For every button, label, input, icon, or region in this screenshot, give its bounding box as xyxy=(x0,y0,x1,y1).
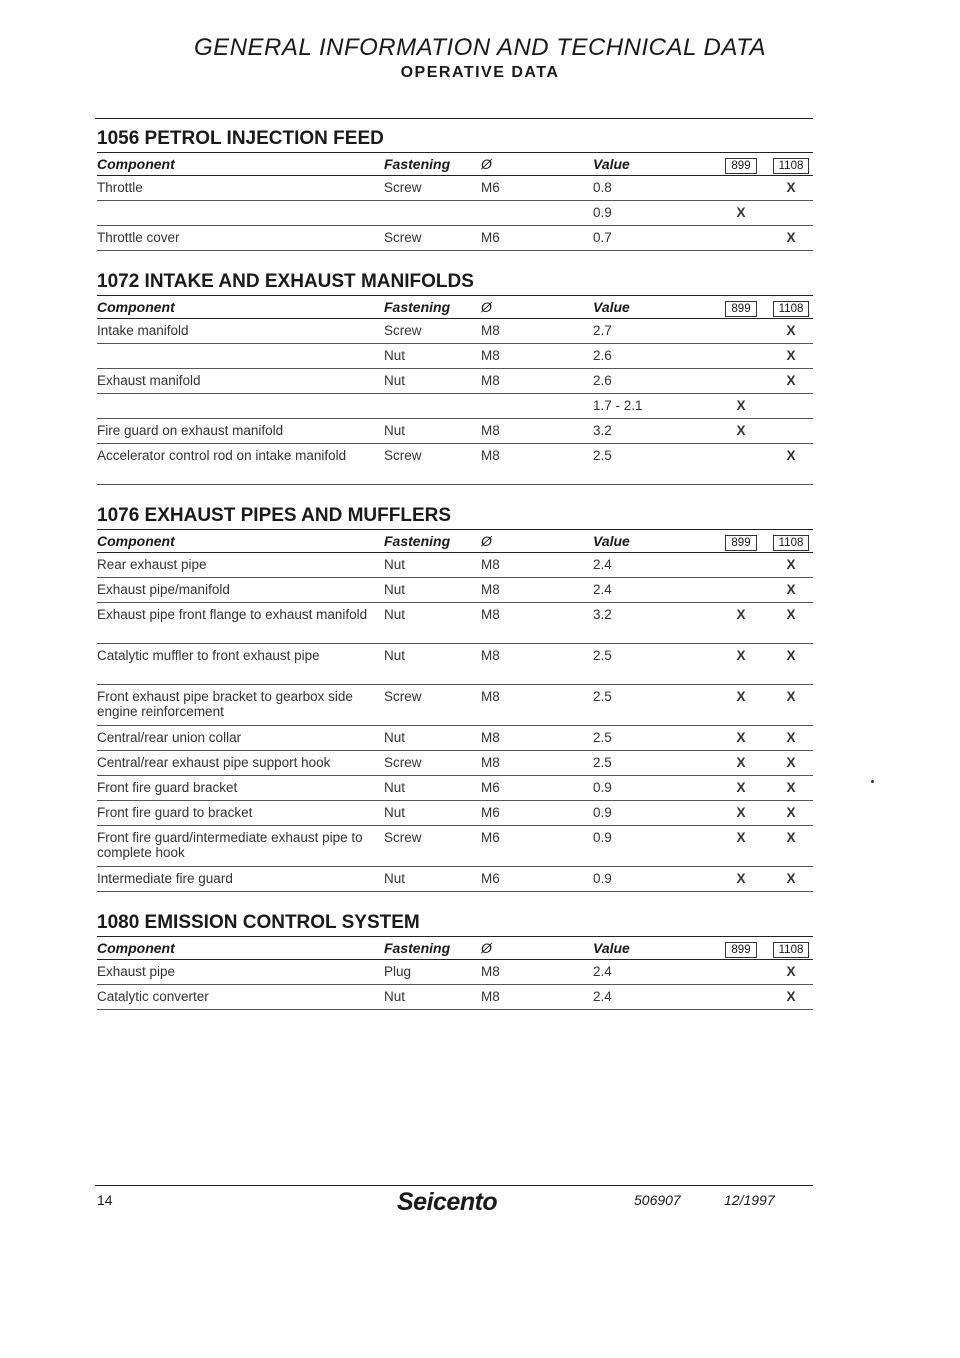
cell-model-899 xyxy=(713,226,769,230)
cell-diameter: M8 xyxy=(481,448,500,463)
table-row xyxy=(97,578,813,603)
cell-model-899 xyxy=(713,344,769,348)
cell-fastening: Screw xyxy=(384,230,422,245)
cell-value: 2.7 xyxy=(593,323,612,338)
cell-component: Front exhaust pipe bracket to gearbox side engine reinforcement xyxy=(97,689,353,719)
document-title: GENERAL INFORMATION AND TECHNICAL DATA xyxy=(194,34,766,61)
cell-model-899 xyxy=(713,578,769,582)
cell-component: Front fire guard/intermediate exhaust pipe to complete hook xyxy=(97,830,363,860)
col-header-diameter: Ø xyxy=(481,533,492,549)
cell-model-1108: X xyxy=(786,557,796,572)
col-header-899 xyxy=(713,530,769,552)
table-row xyxy=(97,176,813,201)
cell-model-899: X xyxy=(736,755,746,770)
table-row xyxy=(97,553,813,578)
table-row xyxy=(97,801,813,826)
cell-fastening: Screw xyxy=(384,448,422,463)
col-header-fastening: Fastening xyxy=(384,533,451,549)
cell-model-1108: X xyxy=(786,780,796,795)
cell-diameter: M8 xyxy=(481,648,500,663)
model-badge-899: 899 xyxy=(725,301,756,317)
cell-model-1108: X xyxy=(786,607,796,622)
cell-value: 2.5 xyxy=(593,689,612,704)
cell-component: Accelerator control rod on intake manifold xyxy=(97,448,347,463)
col-header-component: Component xyxy=(97,156,175,172)
section-title: 1056 PETROL INJECTION FEED xyxy=(97,128,384,149)
cell-fastening: Nut xyxy=(384,582,406,597)
table-row xyxy=(97,960,813,985)
col-header-component: Component xyxy=(97,299,175,315)
cell-component: Front fire guard bracket xyxy=(97,780,238,795)
cell-fastening: Screw xyxy=(384,180,422,195)
cell-model-899: X xyxy=(736,780,746,795)
col-header-1108 xyxy=(769,153,813,175)
cell-value: 0.9 xyxy=(593,780,612,795)
cell-component: Exhaust pipe front flange to exhaust manifold xyxy=(97,607,368,622)
cell-fastening: Nut xyxy=(384,805,406,820)
table-row xyxy=(97,985,813,1010)
document-subtitle: OPERATIVE DATA xyxy=(400,64,560,81)
cell-model-899: X xyxy=(736,607,746,622)
col-header-899 xyxy=(713,296,769,318)
cell-diameter: M8 xyxy=(481,689,500,704)
col-header-fastening: Fastening xyxy=(384,299,451,315)
cell-fastening: Nut xyxy=(384,648,406,663)
section-title: 1072 INTAKE AND EXHAUST MANIFOLDS xyxy=(97,271,474,292)
cell-model-1108: X xyxy=(786,805,796,820)
table-row xyxy=(97,826,813,867)
cell-model-899 xyxy=(713,319,769,323)
cell-value: 0.9 xyxy=(593,805,612,820)
cell-diameter: M8 xyxy=(481,964,500,979)
cell-component: Central/rear exhaust pipe support hook xyxy=(97,755,331,770)
col-header-fastening: Fastening xyxy=(384,156,451,172)
section-title: 1080 EMISSION CONTROL SYSTEM xyxy=(97,912,420,933)
cell-diameter: M8 xyxy=(481,730,500,745)
header-rule xyxy=(95,118,813,119)
table-row xyxy=(97,201,813,226)
cell-value: 2.5 xyxy=(593,730,612,745)
cell-value: 2.5 xyxy=(593,755,612,770)
cell-component: Catalytic muffler to front exhaust pipe xyxy=(97,648,320,663)
page-number: 14 xyxy=(97,1192,113,1208)
cell-model-1108: X xyxy=(786,373,796,388)
page-footer xyxy=(97,1188,813,1222)
brand-logo: Seicento xyxy=(397,1188,498,1216)
cell-fastening: Screw xyxy=(384,830,422,845)
cell-model-1108 xyxy=(769,201,813,205)
cell-value: 2.6 xyxy=(593,348,612,363)
cell-model-899: X xyxy=(736,730,746,745)
col-header-value: Value xyxy=(593,533,630,549)
cell-component: Throttle xyxy=(97,180,143,195)
cell-fastening: Screw xyxy=(384,755,422,770)
cell-component: Fire guard on exhaust manifold xyxy=(97,423,284,438)
table-row xyxy=(97,726,813,751)
cell-value: 2.4 xyxy=(593,964,612,979)
cell-model-899 xyxy=(713,176,769,180)
document-number: 506907 xyxy=(634,1192,681,1208)
table-row xyxy=(97,444,813,485)
model-badge-1108: 1108 xyxy=(773,942,810,958)
table-row xyxy=(97,644,813,685)
cell-fastening: Nut xyxy=(384,348,406,363)
cell-model-899 xyxy=(713,960,769,964)
table-header-row xyxy=(97,936,813,960)
cell-fastening xyxy=(384,201,481,205)
section-2 xyxy=(97,263,813,485)
footer-rule xyxy=(95,1185,813,1186)
col-header-1108 xyxy=(769,296,813,318)
model-badge-1108: 1108 xyxy=(773,535,810,551)
operative-data-content xyxy=(97,120,813,1010)
col-header-diameter: Ø xyxy=(481,299,492,315)
table-row xyxy=(97,751,813,776)
cell-value: 2.5 xyxy=(593,448,612,463)
table-row xyxy=(97,226,813,251)
cell-model-899: X xyxy=(736,398,746,413)
cell-fastening: Nut xyxy=(384,871,406,886)
cell-diameter xyxy=(481,201,593,205)
table-row xyxy=(97,603,813,644)
cell-diameter: M6 xyxy=(481,180,500,195)
cell-model-899: X xyxy=(736,205,746,220)
cell-fastening: Screw xyxy=(384,323,422,338)
cell-diameter: M8 xyxy=(481,323,500,338)
cell-component: Central/rear union collar xyxy=(97,730,242,745)
cell-diameter: M8 xyxy=(481,348,500,363)
col-header-component: Component xyxy=(97,533,175,549)
table-row xyxy=(97,369,813,394)
cell-fastening: Nut xyxy=(384,373,406,388)
table-row xyxy=(97,419,813,444)
cell-fastening: Nut xyxy=(384,557,406,572)
col-header-899 xyxy=(713,153,769,175)
cell-component: Throttle cover xyxy=(97,230,180,245)
cell-model-899: X xyxy=(736,689,746,704)
cell-fastening: Screw xyxy=(384,689,422,704)
cell-value: 0.8 xyxy=(593,180,612,195)
cell-model-899: X xyxy=(736,648,746,663)
cell-component: Intake manifold xyxy=(97,323,189,338)
table-row xyxy=(97,685,813,726)
cell-model-1108: X xyxy=(786,348,796,363)
cell-model-1108 xyxy=(769,419,813,423)
cell-diameter: M8 xyxy=(481,423,500,438)
cell-diameter: M8 xyxy=(481,557,500,572)
cell-component: Rear exhaust pipe xyxy=(97,557,207,572)
cell-model-1108: X xyxy=(786,964,796,979)
cell-fastening xyxy=(384,394,481,398)
section-3 xyxy=(97,497,813,892)
cell-fastening: Nut xyxy=(384,780,406,795)
cell-fastening: Nut xyxy=(384,423,406,438)
cell-component xyxy=(97,344,384,348)
cell-value: 1.7 - 2.1 xyxy=(593,398,643,413)
section-4 xyxy=(97,904,813,1010)
table-row xyxy=(97,776,813,801)
cell-diameter: M6 xyxy=(481,830,500,845)
cell-component: Exhaust pipe xyxy=(97,964,176,979)
cell-diameter: M6 xyxy=(481,871,500,886)
cell-diameter: M8 xyxy=(481,607,500,622)
model-badge-899: 899 xyxy=(725,158,756,174)
col-header-diameter: Ø xyxy=(481,940,492,956)
cell-model-1108: X xyxy=(786,582,796,597)
cell-model-1108: X xyxy=(786,755,796,770)
cell-diameter: M8 xyxy=(481,373,500,388)
cell-model-1108: X xyxy=(786,323,796,338)
cell-model-899 xyxy=(713,553,769,557)
cell-model-1108: X xyxy=(786,730,796,745)
cell-model-1108: X xyxy=(786,989,796,1004)
cell-diameter xyxy=(481,394,593,398)
col-header-value: Value xyxy=(593,299,630,315)
cell-value: 0.9 xyxy=(593,830,612,845)
col-header-value: Value xyxy=(593,940,630,956)
table-header-row xyxy=(97,295,813,319)
cell-value: 0.9 xyxy=(593,205,612,220)
model-badge-1108: 1108 xyxy=(773,158,810,174)
table-header-row xyxy=(97,529,813,553)
table-header-row xyxy=(97,152,813,176)
col-header-899 xyxy=(713,937,769,959)
cell-diameter: M8 xyxy=(481,755,500,770)
cell-model-899: X xyxy=(736,830,746,845)
col-header-1108 xyxy=(769,937,813,959)
cell-model-1108: X xyxy=(786,830,796,845)
cell-value: 0.9 xyxy=(593,871,612,886)
cell-component: Front fire guard to bracket xyxy=(97,805,253,820)
cell-value: 2.4 xyxy=(593,557,612,572)
table-row xyxy=(97,319,813,344)
cell-component: Exhaust manifold xyxy=(97,373,201,388)
cell-model-899 xyxy=(713,444,769,448)
cell-diameter: M6 xyxy=(481,805,500,820)
cell-value: 3.2 xyxy=(593,423,612,438)
cell-fastening: Plug xyxy=(384,964,412,979)
cell-component: Exhaust pipe/manifold xyxy=(97,582,230,597)
cell-fastening: Nut xyxy=(384,730,406,745)
cell-value: 2.6 xyxy=(593,373,612,388)
cell-model-1108: X xyxy=(786,180,796,195)
model-badge-1108: 1108 xyxy=(773,301,810,317)
col-header-1108 xyxy=(769,530,813,552)
cell-model-1108: X xyxy=(786,448,796,463)
cell-model-899: X xyxy=(736,805,746,820)
table-row xyxy=(97,867,813,892)
col-header-diameter: Ø xyxy=(481,156,492,172)
cell-value: 2.4 xyxy=(593,989,612,1004)
cell-model-899: X xyxy=(736,871,746,886)
cell-value: 2.5 xyxy=(593,648,612,663)
cell-model-1108: X xyxy=(786,230,796,245)
cell-fastening: Nut xyxy=(384,607,406,622)
cell-diameter: M8 xyxy=(481,989,500,1004)
cell-model-899 xyxy=(713,369,769,373)
cell-component xyxy=(97,394,384,398)
cell-model-1108 xyxy=(769,394,813,398)
page-header xyxy=(0,34,960,82)
cell-component xyxy=(97,201,384,205)
cell-model-1108: X xyxy=(786,689,796,704)
col-header-value: Value xyxy=(593,156,630,172)
cell-model-899 xyxy=(713,985,769,989)
cell-component: Catalytic converter xyxy=(97,989,209,1004)
cell-diameter: M6 xyxy=(481,230,500,245)
cell-model-1108: X xyxy=(786,648,796,663)
cell-component: Intermediate fire guard xyxy=(97,871,233,886)
cell-fastening: Nut xyxy=(384,989,406,1004)
model-badge-899: 899 xyxy=(725,535,756,551)
document-date: 12/1997 xyxy=(724,1192,775,1208)
cell-model-1108: X xyxy=(786,871,796,886)
model-badge-899: 899 xyxy=(725,942,756,958)
cell-diameter: M6 xyxy=(481,780,500,795)
section-title: 1076 EXHAUST PIPES AND MUFFLERS xyxy=(97,505,452,526)
table-row xyxy=(97,344,813,369)
table-row xyxy=(97,394,813,419)
col-header-component: Component xyxy=(97,940,175,956)
col-header-fastening: Fastening xyxy=(384,940,451,956)
cell-value: 2.4 xyxy=(593,582,612,597)
cell-value: 0.7 xyxy=(593,230,612,245)
scan-speck xyxy=(871,780,874,783)
cell-value: 3.2 xyxy=(593,607,612,622)
cell-diameter: M8 xyxy=(481,582,500,597)
section-1 xyxy=(97,120,813,251)
cell-model-899: X xyxy=(736,423,746,438)
